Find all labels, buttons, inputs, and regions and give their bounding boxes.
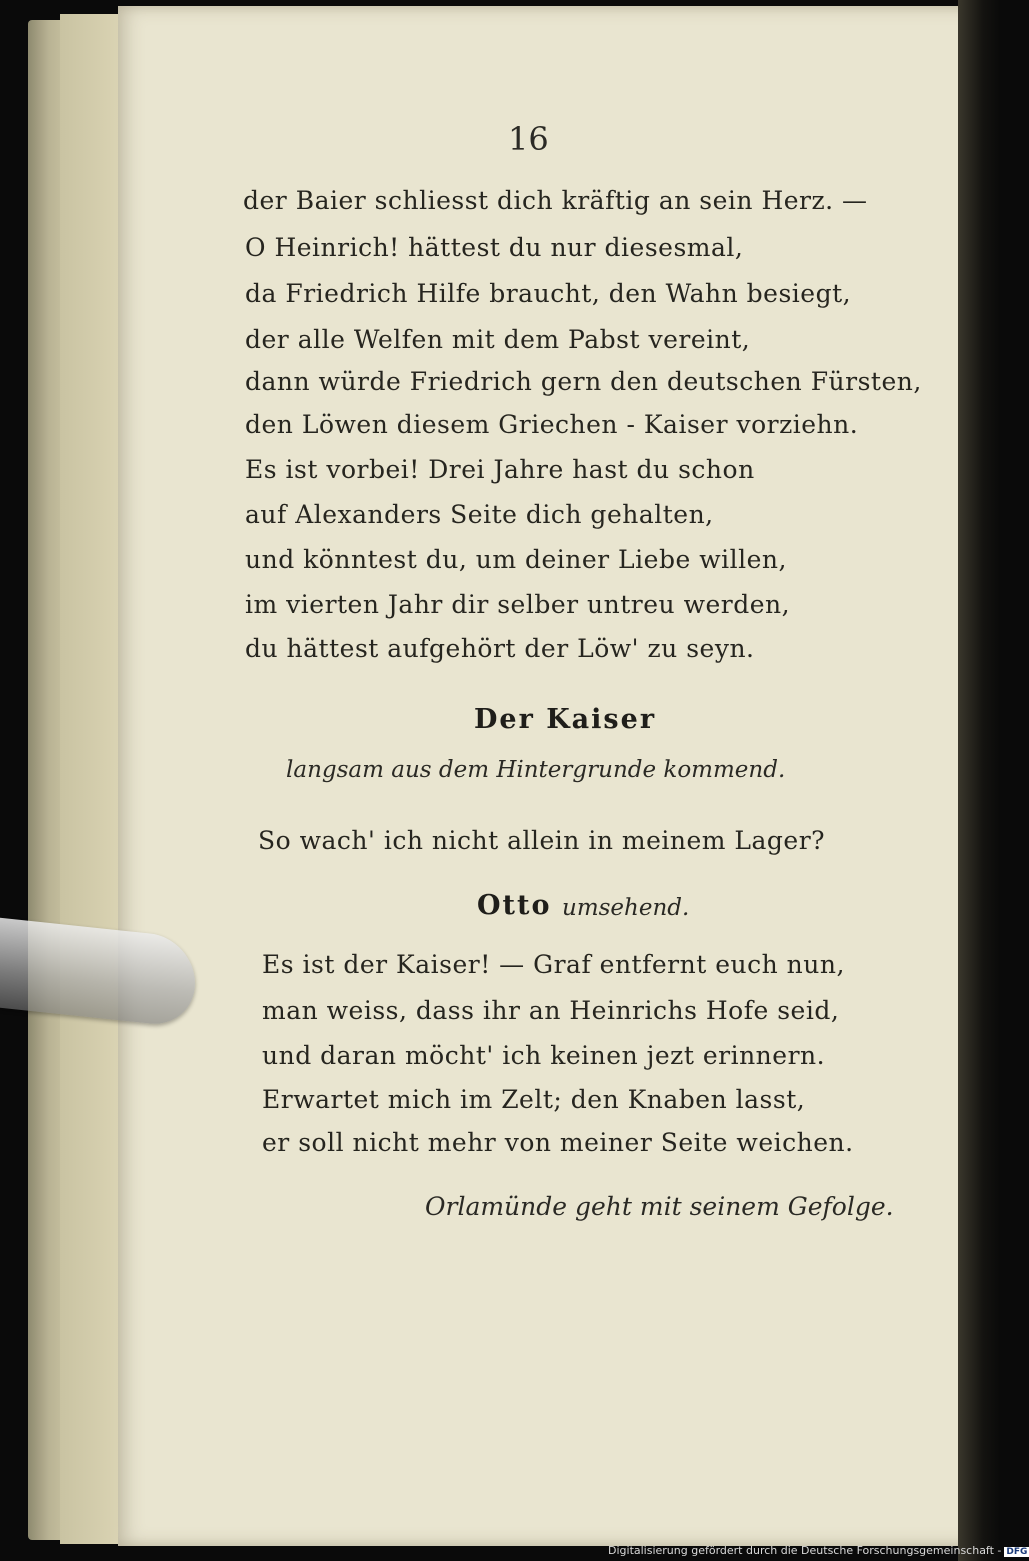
stage-direction: umsehend. — [562, 895, 690, 921]
text-line: er soll nicht mehr von meiner Seite weichen. — [262, 1128, 854, 1157]
text-line: O Heinrich! hättest du nur diesesmal, — [245, 233, 744, 262]
book-spine-shadow — [958, 0, 1000, 1561]
text-line: dann würde Friedrich gern den deutschen Fürsten, — [245, 367, 922, 396]
text-line: und daran möcht' ich keinen jezt erinnern. — [262, 1041, 826, 1070]
text-line: im vierten Jahr dir selber untreu werden, — [245, 590, 791, 619]
page-number: 16 — [508, 120, 549, 158]
stage-direction: Orlamünde geht mit seinem Gefolge. — [425, 1192, 894, 1221]
text-line: So wach' ich nicht allein in meinem Lager? — [258, 826, 826, 855]
text-line: Erwartet mich im Zelt; den Knaben lasst, — [262, 1085, 806, 1114]
stage-direction: langsam aus dem Hintergrunde kommend. — [286, 757, 786, 783]
text-line: man weiss, dass ihr an Heinrichs Hofe seid, — [262, 996, 840, 1025]
text-line: der Baier schliesst dich kräftig an sein Herz. — — [243, 186, 868, 215]
text-line: Es ist vorbei! Drei Jahre hast du schon — [245, 455, 755, 484]
text-line: da Friedrich Hilfe braucht, den Wahn besiegt, — [245, 279, 852, 308]
text-line: auf Alexanders Seite dich gehalten, — [245, 500, 714, 529]
speaker-heading: Otto — [477, 890, 552, 921]
text-line: der alle Welfen mit dem Pabst vereint, — [245, 325, 751, 354]
digitization-credit — [608, 1544, 1029, 1557]
text-line: und könntest du, um deiner Liebe willen, — [245, 545, 787, 574]
text-line: Es ist der Kaiser! — Graf entfernt euch nun, — [262, 950, 845, 979]
credit-text: Digitalisierung gefördert durch die Deutsche Forschungsgemeinschaft - — [608, 1544, 1002, 1557]
speaker-heading: Der Kaiser — [474, 704, 657, 735]
text-line: den Löwen diesem Griechen - Kaiser vorziehn. — [245, 410, 859, 439]
text-line: du hättest aufgehört der Löw' zu seyn. — [245, 634, 755, 663]
dfg-logo-icon: DFG — [1006, 1547, 1028, 1557]
